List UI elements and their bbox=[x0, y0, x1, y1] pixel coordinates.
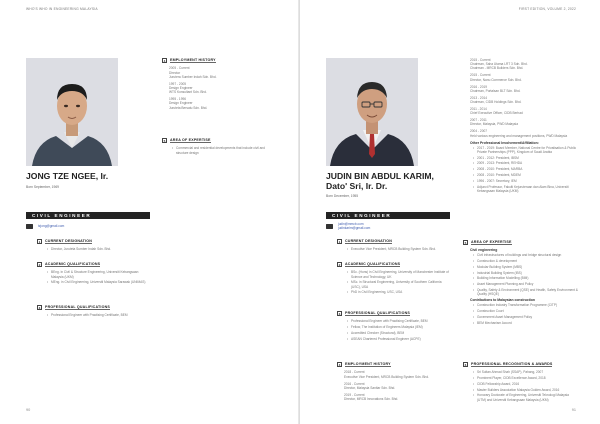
section-number: 3 bbox=[38, 305, 41, 310]
list-item: • Construction & development bbox=[477, 259, 578, 263]
entry-role: Held various engineering and management positions, PWD Malaysia bbox=[470, 133, 568, 138]
list-item: • Modular Building System (MBS) bbox=[477, 265, 578, 269]
employment-entry bbox=[169, 66, 269, 79]
discipline-bar: CIVIL ENGINEER bbox=[326, 212, 450, 219]
entry-role: Director, Malaysia, PWD Malaysia bbox=[470, 122, 519, 127]
entry-company: WTS Konsultant Sdn. Bhd. bbox=[169, 90, 207, 95]
employment-entry bbox=[169, 97, 269, 110]
right-page bbox=[300, 0, 600, 424]
entry-company: Jurutera Sumber Indah Sdn. Bhd. bbox=[169, 74, 217, 79]
entry-company: Juruteta Bersatu Sdn. Bhd. bbox=[169, 105, 208, 110]
email-icon bbox=[26, 224, 33, 229]
section-number: 3 bbox=[338, 311, 341, 316]
entry-role: Chairman, Saha Utama LRT 3 Sdn. Bhd. bbox=[470, 62, 528, 67]
section-title: AREA OF EXPERTISE bbox=[170, 138, 211, 142]
section-title: PROFESSIONAL QUALIFICATIONS bbox=[45, 305, 110, 309]
list-item: • Master Builders Association Malaysia Golden Award, 2016 bbox=[477, 388, 578, 392]
entry-role: Design Engineer bbox=[169, 85, 193, 90]
entry-role: Chairman - MRCB Builders Sdn. Bhd. bbox=[470, 66, 524, 71]
employment-entry bbox=[344, 382, 452, 390]
entry-period: 2015 - Current bbox=[470, 58, 491, 62]
expertise-subheading: Civil engineering bbox=[470, 248, 498, 253]
entry-period: 2007 - 2011 bbox=[470, 118, 487, 123]
employment-entry bbox=[470, 58, 578, 71]
list-item: • Commercial and residential developments that include civil and structure design bbox=[176, 146, 269, 154]
email-icon bbox=[326, 224, 333, 229]
entry-role: Director, MRCB Innovations Sdn. Bhd. bbox=[344, 396, 399, 401]
person-name-line2: Dato' Sri, Ir. Dr. bbox=[326, 180, 388, 191]
list-item: • 2008 - 2010: President, MARBA bbox=[477, 167, 578, 171]
section-title: EMPLOYMENT HISTORY bbox=[345, 362, 391, 366]
list-item: • Government Asset Management Policy bbox=[477, 315, 578, 319]
list-item: • Fellow, The Institution of Engineers Malaysia (IEM) bbox=[351, 325, 452, 329]
list-item: • 1996 - 2007: Secretary, IEM bbox=[477, 179, 578, 183]
entry-period: 2015 - Current bbox=[470, 73, 491, 78]
employment-entry bbox=[470, 96, 578, 104]
employment-entry bbox=[470, 73, 578, 81]
list-item: • Prominent Player, CIDB Excellence Award, 2018 bbox=[477, 376, 578, 380]
list-item: • BSc. (Hons) in Civil Engineering, University of Manchester Institute of Science and Technology, UK bbox=[351, 270, 452, 278]
page-number: 91 bbox=[571, 408, 576, 412]
section-title: ACADEMIC QUALIFICATIONS bbox=[345, 262, 401, 266]
employment-history-continued bbox=[470, 58, 578, 195]
area-of-expertise-section bbox=[464, 240, 578, 327]
running-head: WHO'S WHO IN ENGINEERING MALAYSIA bbox=[26, 7, 98, 11]
portrait-photo-image bbox=[326, 58, 418, 166]
list-item: • BEng. in Civil & Structure Engineering, Universiti Kebangsaan Malaysia (UKM) bbox=[51, 270, 150, 278]
entry-period: 2005 - Current bbox=[169, 66, 190, 71]
list-item: • Building Information Modelling (BIM) bbox=[477, 276, 578, 280]
entry-period: 2018 - Current bbox=[344, 370, 365, 375]
entry-role: Chairman, Portalsan BLT Sdn. Bhd. bbox=[470, 88, 521, 93]
discipline-bar: CIVIL ENGINEER bbox=[26, 212, 150, 219]
entry-period: 2004 - 2007 bbox=[470, 129, 488, 134]
page-number: 90 bbox=[26, 408, 31, 412]
list-item: • Sri Sultan Ahmad Shah (SSAP), Pahang, 2007 bbox=[477, 370, 578, 374]
entry-role: Chief Executive Officer, CIDB Berhad bbox=[470, 111, 523, 116]
employment-history-section bbox=[163, 58, 269, 113]
employment-entry bbox=[344, 370, 452, 378]
entry-role: Director, Malaysia Sanitar Sdn. Bhd. bbox=[344, 385, 396, 390]
section-title: CURRENT DESIGNATION bbox=[45, 239, 93, 243]
employment-entry bbox=[344, 393, 452, 401]
email-address[interactable]: tzjong@gmail.com bbox=[38, 224, 65, 228]
entry-role: Director, Nanu Commerce Sdn. Bhd. bbox=[470, 77, 522, 82]
entry-period: 2011 - 2014 bbox=[470, 107, 487, 112]
employment-entry bbox=[470, 118, 578, 126]
list-item: • 2017 - 2019: Board Member, National Centre for Privatisation & Public Private Partnerships (PPP), Kingdom of Saudi Arabia bbox=[477, 146, 578, 154]
email-address[interactable]: judinkarim@gmail.com bbox=[338, 226, 371, 231]
list-item: • Professional Engineer with Practising Certificate, BEM bbox=[351, 319, 452, 323]
employment-history-section bbox=[338, 362, 452, 404]
section-number: 4 bbox=[338, 362, 341, 367]
list-item: • Construction Industry Transformation Programme (CITP) bbox=[477, 303, 578, 307]
list-item: • Adjunct Professor, Fakulti Kejuruteraan dan Alam Bina, Universiti Kebangsaan Malaysia (UKM) bbox=[477, 185, 578, 193]
list-item: • 2009 - 2013: President, REHDA bbox=[477, 161, 578, 165]
section-title: PROFESSIONAL QUALIFICATIONS bbox=[345, 311, 410, 315]
entry-period: 2016 - Current bbox=[344, 381, 365, 386]
section-title: CURRENT DESIGNATION bbox=[345, 239, 393, 243]
portrait-photo-image bbox=[26, 58, 118, 166]
section-title: EMPLOYMENT HISTORY bbox=[170, 58, 216, 62]
employment-entry bbox=[470, 129, 578, 137]
current-designation-section bbox=[38, 239, 150, 253]
entry-period: 2016 - 2019 bbox=[470, 84, 488, 89]
entry-role: Design Engineer bbox=[169, 101, 193, 106]
birth-date: Born September, 1969 bbox=[26, 185, 59, 189]
professional-qualifications-section bbox=[38, 305, 150, 319]
current-designation-section bbox=[338, 239, 452, 253]
list-item: • ASEAN Chartered Professional Engineer (ACPE) bbox=[351, 337, 452, 341]
portrait-photo bbox=[326, 58, 418, 166]
area-of-expertise-section bbox=[163, 138, 269, 156]
professional-qualifications-section bbox=[338, 311, 452, 342]
birth-date: Born December, 1955 bbox=[326, 194, 359, 198]
person-name: JONG TZE NGEE, Ir. bbox=[26, 171, 109, 181]
entry-role: Chairman, CIDB Holdings Sdn. Bhd. bbox=[470, 100, 522, 105]
section-number: 1 bbox=[38, 239, 41, 244]
academic-qualifications-section bbox=[338, 262, 452, 296]
list-item: • CIDB Fellowship Award, 2016 bbox=[477, 382, 578, 386]
academic-qualifications-section bbox=[38, 262, 150, 286]
list-item: • Honorary Doctorate of Engineering, Universiti Teknologi Malaysia (UTM) and Universiti Kebangsaan Malaysia (UKM) bbox=[477, 393, 578, 401]
recognition-awards-section bbox=[464, 362, 578, 403]
entry-period: 2019 - Current bbox=[344, 392, 365, 397]
section-title: ACADEMIC QUALIFICATIONS bbox=[45, 262, 101, 266]
list-item: • Quality, Safety & Environment (QSE) and Health, Safety Environment & Quality (HSQE) bbox=[477, 288, 578, 296]
list-item: • MEng. in Civil Engineering, Universiti Malaysia Sarawak (UNIMAS) bbox=[51, 280, 150, 284]
list-item: • MSc. in Structural Engineering, University of Southern California (USC), USA bbox=[351, 280, 452, 288]
section-title: PROFESSIONAL RECOGNITION & AWARDS bbox=[471, 362, 553, 366]
list-item: • Asset Management Planning and Policy bbox=[477, 282, 578, 286]
list-item: • Director, Juruteta Sumber Indah Sdn. Bhd. bbox=[51, 247, 150, 251]
entry-role: Director bbox=[169, 70, 181, 75]
entry-period: 2013 - 2014 bbox=[470, 95, 488, 100]
entry-period: 1995 - 1996 bbox=[169, 97, 187, 102]
list-item: • Construction Court bbox=[477, 309, 578, 313]
section-number: 2 bbox=[338, 262, 341, 267]
list-item: • PhD in Civil Engineering, USC, USA bbox=[351, 290, 452, 294]
person-name bbox=[326, 172, 434, 191]
list-item: • Executive Vice President, MRCB Building System Sdn. Bhd. bbox=[351, 247, 452, 251]
section-number: 6 bbox=[464, 362, 467, 367]
entry-period: 1997 - 2005 bbox=[169, 81, 187, 86]
employment-entry bbox=[470, 107, 578, 115]
employment-entry bbox=[470, 85, 578, 93]
involvement-list bbox=[470, 146, 578, 193]
list-item: • Industrial Building System (IBS) bbox=[477, 271, 578, 275]
list-item: • 2008 - 2010: President, MDEM bbox=[477, 173, 578, 177]
section-number: 2 bbox=[38, 262, 41, 267]
section-number: 5 bbox=[163, 138, 166, 143]
email-address[interactable]: judin@mmcb.com bbox=[338, 222, 364, 226]
section-title: AREA OF EXPERTISE bbox=[471, 240, 512, 244]
expertise-subheading: Contributions to Malaysian construction bbox=[470, 298, 535, 303]
email-list bbox=[338, 222, 370, 230]
section-number: 4 bbox=[163, 58, 166, 63]
list-item: • Professional Engineer with Practising Certificate, BEM bbox=[51, 313, 150, 317]
section-number: 1 bbox=[338, 239, 341, 244]
list-item: • Civil infrastructures of buildings and bridge structural design bbox=[477, 253, 578, 257]
list-item: • BEM Mechanism Accord bbox=[477, 321, 578, 325]
person-name-line1: JUDIN BIN ABDUL KARIM, bbox=[326, 171, 434, 181]
list-item: • 2001 - 2012: President, IBSM bbox=[477, 156, 578, 160]
entry-role: Executive Vice President, MRCB Building System Sdn. Bhd. bbox=[344, 374, 429, 379]
portrait-photo bbox=[26, 58, 118, 166]
employment-entry bbox=[169, 82, 269, 95]
running-head: FIRST EDITION, VOLUME 2, 2022 bbox=[518, 7, 576, 11]
list-item: • Accredited Checker (Structural), BEM bbox=[351, 331, 452, 335]
involvement-heading: Other Professional Involvement/Affiliation: bbox=[470, 140, 539, 145]
section-number: 5 bbox=[464, 240, 467, 245]
